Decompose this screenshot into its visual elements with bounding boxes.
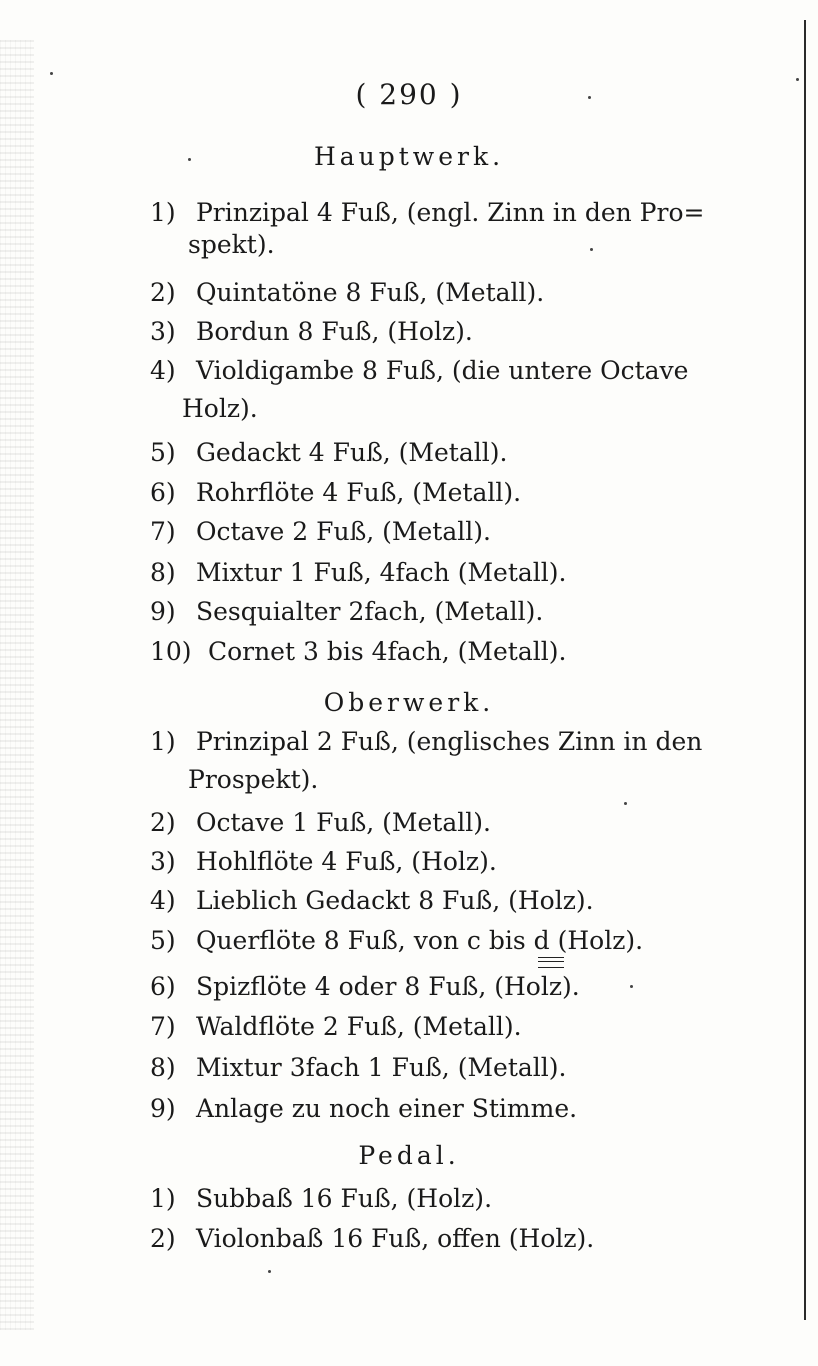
list-item [150, 882, 690, 919]
item-number: 3) [150, 847, 176, 876]
list-item [150, 1180, 690, 1217]
item-text: Octave 1 Fuß, (Metall). [195, 808, 491, 837]
list-item [150, 804, 690, 841]
item-number: 1) [150, 1184, 176, 1213]
list-item [150, 1008, 690, 1045]
list-item [150, 274, 690, 311]
list-item [150, 194, 705, 231]
list-item [150, 352, 689, 389]
item-number: 1) [150, 727, 176, 756]
item-text: Subbaß 16 Fuß, (Holz). [195, 1184, 493, 1213]
item-text: Lieblich Gedackt 8 Fuß, (Holz). [195, 886, 594, 915]
section-title-hauptwerk: Hauptwerk. [313, 142, 505, 171]
list-item [150, 922, 690, 959]
page-number: ( 290 ) [355, 78, 463, 111]
item-number: 5) [150, 438, 176, 467]
item-number: 2) [150, 808, 176, 837]
item-text: Anlage zu noch einer Stimme. [195, 1094, 578, 1123]
item-number: 10) [150, 637, 192, 666]
item-text: Bordun 8 Fuß, (Holz). [195, 317, 473, 346]
item-text: Hohlflöte 4 Fuß, (Holz). [195, 847, 497, 876]
item-number: 3) [150, 317, 176, 346]
item-text: Spizflöte 4 oder 8 Fuß, (Holz). [195, 972, 580, 1001]
item-number: 5) [150, 926, 176, 955]
item-text: Mixtur 3fach 1 Fuß, (Metall). [195, 1053, 567, 1082]
list-item [150, 1220, 690, 1257]
item-number: 4) [150, 886, 176, 915]
item-number: 8) [150, 558, 176, 587]
speck [590, 248, 593, 251]
item-text: Rohrflöte 4 Fuß, (Metall). [195, 478, 522, 507]
item-number: 6) [150, 478, 176, 507]
item-continuation: Holz). [182, 394, 258, 423]
list-item [150, 513, 690, 550]
list-item [150, 968, 690, 1005]
list-item [150, 633, 690, 670]
list-item [150, 554, 690, 591]
speck [268, 1270, 271, 1273]
item-number: 2) [150, 278, 176, 307]
list-item [150, 1049, 690, 1086]
list-item [150, 474, 690, 511]
item-number: 8) [150, 1053, 176, 1082]
item-text: Gedackt 4 Fuß, (Metall). [195, 438, 508, 467]
triple-underline-mark [538, 957, 564, 968]
list-item [150, 434, 690, 471]
item-number: 9) [150, 1094, 176, 1123]
item-continuation: spekt). [188, 230, 275, 259]
list-item [150, 723, 703, 760]
item-continuation: Prospekt). [188, 765, 319, 794]
item-text: Quintatöne 8 Fuß, (Metall). [195, 278, 545, 307]
list-item [150, 593, 690, 630]
section-title-pedal: Pedal. [358, 1141, 460, 1170]
page-edge-rule [804, 20, 806, 1320]
item-text: Waldflöte 2 Fuß, (Metall). [195, 1012, 522, 1041]
item-text: Prinzipal 2 Fuß, (englisches Zinn in den [195, 727, 703, 756]
item-text: Violonbaß 16 Fuß, offen (Holz). [195, 1224, 595, 1253]
item-number: 9) [150, 597, 176, 626]
item-number: 2) [150, 1224, 176, 1253]
item-text: Octave 2 Fuß, (Metall). [195, 517, 491, 546]
item-text: Prinzipal 4 Fuß, (engl. Zinn in den Pro= [195, 198, 705, 227]
section-title-oberwerk: Oberwerk. [323, 688, 495, 717]
item-text: Querflöte 8 Fuß, von c bis d (Holz). [195, 926, 644, 955]
list-item [150, 1090, 690, 1127]
item-number: 7) [150, 1012, 176, 1041]
item-text: Sesquialter 2fach, (Metall). [195, 597, 544, 626]
list-item [150, 843, 690, 880]
item-number: 6) [150, 972, 176, 1001]
item-number: 1) [150, 198, 176, 227]
list-item [150, 313, 690, 350]
item-number: 7) [150, 517, 176, 546]
item-text: Cornet 3 bis 4fach, (Metall). [207, 637, 567, 666]
speck [50, 72, 53, 75]
item-text: Violdigambe 8 Fuß, (die untere Octave [195, 356, 689, 385]
scan-left-edge [0, 40, 34, 1330]
item-number: 4) [150, 356, 176, 385]
item-text: Mixtur 1 Fuß, 4fach (Metall). [195, 558, 567, 587]
